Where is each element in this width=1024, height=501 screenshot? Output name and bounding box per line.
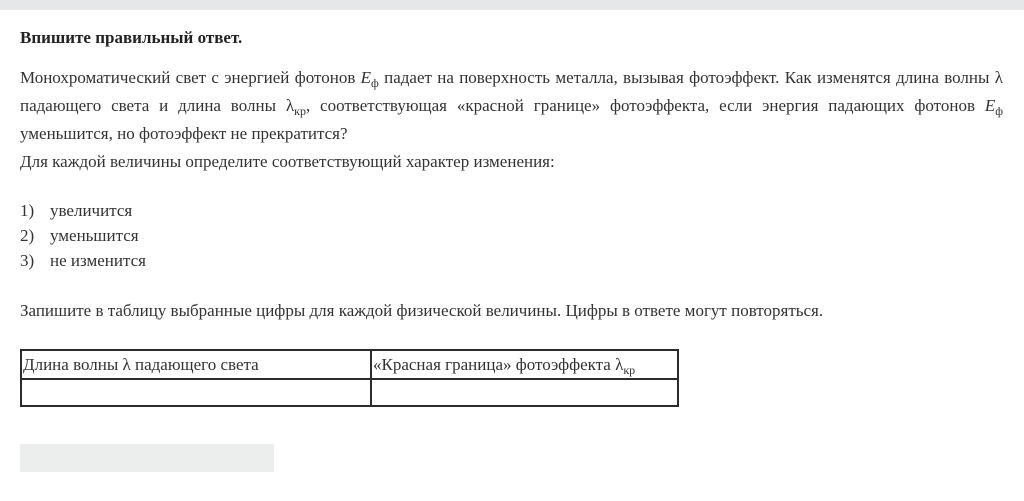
answer-table xyxy=(20,349,679,407)
table-header-red-boundary: «Красная граница» фотоэффекта $\lambda_{кр}$ xyxy=(371,350,678,379)
answer-cell-red-boundary[interactable] xyxy=(371,379,678,406)
problem-part3: , соответствующая «красной границе» фотоэффекта, если энергия падающих фотонов xyxy=(305,96,985,115)
option-item: 3) не изменится xyxy=(20,251,146,270)
task-content xyxy=(20,27,1003,323)
problem-part1: Монохроматический свет с энергией фотонов xyxy=(20,68,361,87)
subscript-kr: кр xyxy=(294,104,306,118)
energy-symbol-2: $E_ф$ xyxy=(984,96,1004,118)
answer-instruction: Запишите в таблицу выбранные цифры для каждой физической величины. Цифры в ответе могут повторяться. xyxy=(20,301,824,320)
option-item: 1) увеличится xyxy=(20,201,133,220)
option-item: 2) уменьшится xyxy=(20,226,139,245)
top-bar xyxy=(0,0,1024,10)
table-header-wavelength: Длина волны λ падающего света xyxy=(21,350,371,379)
problem-line2: Для каждой величины определите соответствующий характер изменения: xyxy=(20,152,555,171)
answer-cell-wavelength[interactable] xyxy=(21,379,371,406)
energy-symbol: $E_ф$ xyxy=(360,68,379,90)
answer-input[interactable] xyxy=(20,444,274,472)
problem-text xyxy=(20,64,1003,176)
instruction-heading: Впишите правильный ответ. xyxy=(20,28,243,47)
options-list xyxy=(20,198,1003,273)
problem-part4: уменьшится, но фотоэффект не прекратится? xyxy=(20,124,348,143)
problem-part2: падает на поверхность металла, вызывая фотоэффект. Как изменятся длина волны λ падающего света и длина волны λ xyxy=(20,68,1003,115)
